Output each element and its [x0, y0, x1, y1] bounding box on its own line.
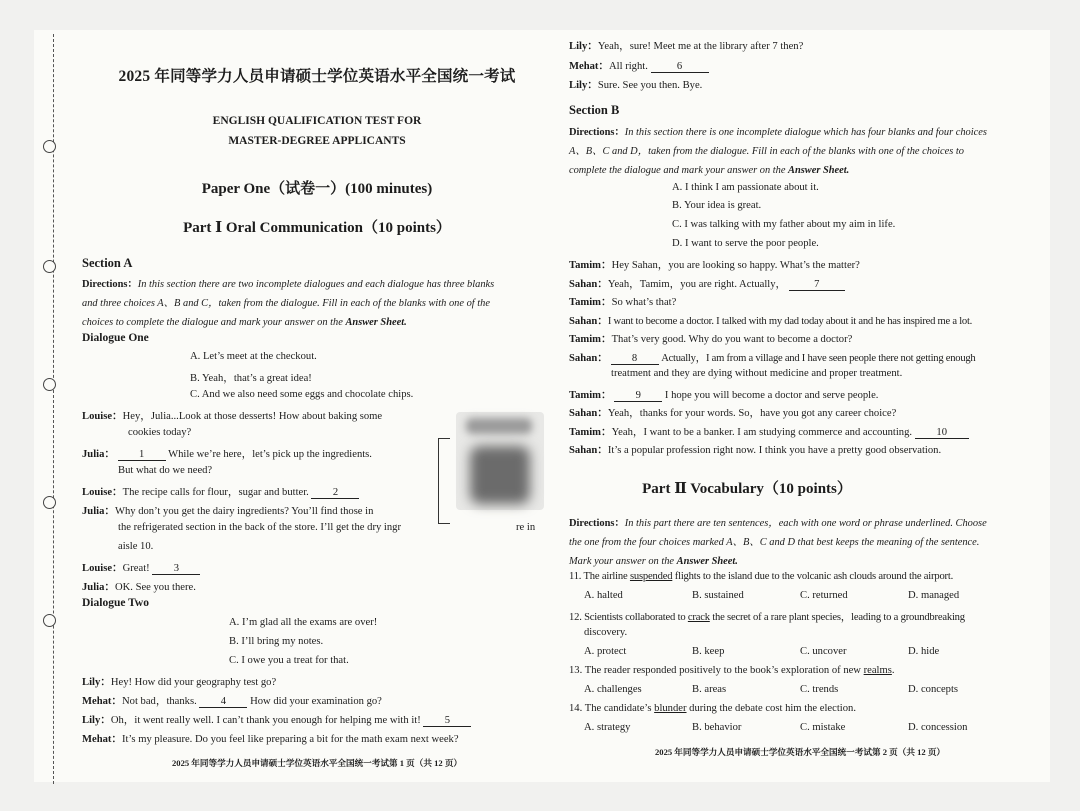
dialogue-line	[569, 294, 676, 309]
question-number: 12.	[569, 612, 582, 623]
binding-hole-icon	[43, 140, 56, 153]
question-11	[569, 571, 953, 582]
option-a[interactable]: A. challenges	[584, 684, 642, 695]
dialogue-text: It’s my pleasure. Do you feel like preparing a bit for the math exam next week?	[122, 734, 459, 745]
option-b[interactable]: B. sustained	[692, 590, 744, 601]
directions-label: Directions：	[569, 518, 625, 529]
page-footer-left: 2025 年同等学力人员申请硕士学位英语水平全国统一考试第 1 页（共 12 页）	[171, 758, 463, 768]
question-text: Scientists collaborated to	[584, 612, 688, 623]
dialogue-text: How did your examination go?	[250, 696, 382, 707]
dialogue-line: But what do we need?	[118, 465, 213, 476]
directions-line: In this section there are two incomplete dialogues and each dialogue has three blanks	[137, 279, 495, 290]
answer-blank[interactable]: 3	[152, 563, 200, 575]
question-text: the secret of a rare plant species，leading to a groundbreaking	[709, 612, 965, 623]
directions-label: Directions：	[82, 279, 138, 290]
choice-item: D. I want to serve the poor people.	[672, 238, 819, 249]
choice-item: B. Your idea is great.	[672, 200, 762, 211]
section-a-heading: Section A	[82, 256, 133, 270]
answer-blank[interactable]: 8	[611, 353, 659, 365]
binding-hole-icon	[43, 496, 56, 509]
dialogue-text: Sure. See you then. Bye.	[597, 80, 703, 91]
question-text: flights to the island due to the volcanic ash clouds around the airport.	[672, 571, 954, 582]
option-d[interactable]: D. managed	[908, 590, 960, 601]
dialogue-text: So what’s that?	[611, 297, 677, 308]
answer-sheet-ref: Answer Sheet.	[345, 317, 407, 328]
dialogue-line	[82, 408, 382, 423]
dialogue-line	[569, 350, 975, 365]
dialogue-text: Yeah，sure! Meet me at the library after 7 then?	[597, 41, 804, 52]
option-a[interactable]: A. strategy	[584, 722, 631, 733]
choice-item: B. I’ll bring my notes.	[229, 636, 324, 647]
part-2-directions	[569, 514, 1035, 571]
directions-line: A、B、C and D，taken from the dialogue. Fill in each of the blanks with one of the choices to	[569, 146, 964, 157]
dialogue-line	[82, 712, 471, 727]
underlined-word: blunder	[654, 703, 687, 714]
dialogue-line	[569, 276, 845, 291]
dialogue-line	[569, 387, 878, 402]
choice-item: C. I owe you a treat for that.	[229, 655, 349, 666]
exam-title-chinese: 2025 年同等学力人员申请硕士学位英语水平全国统一考试	[118, 68, 516, 85]
question-number: 14.	[569, 703, 583, 714]
answer-blank[interactable]: 7	[789, 279, 845, 291]
dialogue-line	[82, 579, 196, 594]
exam-title-english-2: MASTER-DEGREE APPLICANTS	[228, 135, 406, 147]
dialogue-line	[82, 560, 200, 575]
section-a-directions	[82, 275, 552, 332]
answer-sheet-ref: Answer Sheet.	[676, 556, 738, 567]
dialogue-line: treatment and they are dying without medicine and proper treatment.	[611, 368, 903, 379]
exam-title-english-1: ENGLISH QUALIFICATION TEST FOR	[212, 115, 422, 127]
dialogue-line: cookies today?	[128, 427, 192, 438]
dialogue-text: Not bad，thanks.	[122, 696, 197, 707]
paper-one-heading: Paper One（试卷一）(100 minutes)	[201, 181, 433, 197]
directions-line: In this part there are ten sentences，each with one word or phrase underlined. Choose	[624, 518, 987, 529]
directions-line: the one from the four choices marked A、B、C and D that best keeps the meaning of the sentence.	[569, 537, 980, 548]
speaker-label: Mehat：	[82, 696, 123, 707]
question-text: The reader responded positively to the book’s exploration of new	[584, 665, 864, 676]
question-continuation: discovery.	[584, 627, 628, 638]
dialogue-line	[569, 442, 941, 457]
speaker-label: Tamim：	[569, 297, 612, 308]
answer-sheet-ref: Answer Sheet.	[788, 165, 850, 176]
question-12	[569, 609, 965, 624]
binding-hole-icon	[43, 260, 56, 273]
directions-line: and three choices A、B and C，taken from the dialogue. Fill in each of the blanks with one of the	[82, 298, 490, 309]
answer-blank[interactable]: 9	[614, 390, 662, 402]
directions-line: Mark your answer on the	[569, 556, 675, 567]
dialogue-text: Hey! How did your geography test go?	[110, 677, 277, 688]
dialogue-line	[569, 331, 852, 346]
dialogue-line	[82, 503, 373, 518]
dialogue-line: the refrigerated section in the back of the store. I’ll get the dry ingr	[118, 522, 401, 533]
dialogue-line	[82, 446, 372, 461]
question-number: 11.	[569, 571, 582, 582]
option-b[interactable]: B. keep	[692, 646, 725, 657]
dialogue-text-cutoff: re in	[516, 522, 536, 533]
dialogue-text: OK. See you there.	[114, 582, 196, 593]
option-d[interactable]: D. concepts	[908, 684, 959, 695]
option-c[interactable]: C. returned	[800, 590, 848, 601]
dialogue-line	[82, 731, 459, 746]
speaker-label: Lily：	[82, 677, 111, 688]
question-text: The candidate’s	[584, 703, 655, 714]
dialogue-line	[82, 484, 359, 499]
binding-hole-icon	[43, 614, 56, 627]
dialogue-text: Hey Sahan，you are looking so happy. What’s the matter?	[611, 260, 860, 271]
question-14	[569, 703, 856, 714]
option-d[interactable]: D. concession	[908, 722, 968, 733]
option-b[interactable]: B. areas	[692, 684, 727, 695]
question-13	[569, 665, 895, 676]
question-text: during the debate cost him the election.	[686, 703, 856, 714]
speaker-label: Julia：	[82, 506, 115, 517]
answer-blank[interactable]: 6	[651, 61, 709, 73]
question-text: The airline	[583, 571, 630, 582]
blurred-qr-code	[456, 412, 544, 510]
binding-hole-icon	[43, 378, 56, 391]
speaker-label: Tamim：	[569, 427, 612, 438]
option-d[interactable]: D. hide	[908, 646, 940, 657]
speaker-label: Sahan：	[569, 316, 608, 327]
dialogue-line	[569, 77, 702, 92]
dialogue-line	[569, 424, 969, 439]
speaker-label: Julia：	[82, 449, 115, 460]
dialogue-text: Oh，it went really well. I can’t thank you enough for helping me with it!	[110, 715, 421, 726]
directions-label: Directions：	[569, 127, 625, 138]
answer-blank[interactable]: 1	[118, 449, 166, 461]
option-c[interactable]: C. uncover	[800, 646, 847, 657]
speaker-label: Sahan：	[569, 408, 608, 419]
choice-item: A. I’m glad all the exams are over!	[229, 617, 378, 628]
section-b-heading: Section B	[569, 103, 620, 117]
dialogue-line	[569, 257, 860, 272]
dialogue-text: Great!	[122, 563, 150, 574]
answer-blank[interactable]: 4	[199, 696, 247, 708]
question-text: .	[891, 665, 895, 676]
speaker-label: Louise：	[82, 487, 123, 498]
speaker-label: Tamim：	[569, 390, 612, 401]
option-a[interactable]: A. protect	[584, 646, 627, 657]
dialogue-line	[569, 405, 896, 420]
section-b-directions	[569, 123, 1035, 180]
speaker-label: Sahan：	[569, 445, 608, 456]
underlined-word: crack	[687, 612, 710, 623]
choice-item: A. I think I am passionate about it.	[672, 182, 819, 193]
choice-item: A. Let’s meet at the checkout.	[190, 351, 317, 362]
dialogue-text: Yeah，Tamim，you are right. Actually，	[607, 279, 787, 290]
dialogue-text: Yeah，thanks for your words. So，have you got any career choice?	[607, 408, 897, 419]
directions-line: complete the dialogue and mark your answer on the	[569, 165, 786, 176]
bracket-mark	[438, 438, 450, 524]
dialogue-line	[82, 693, 382, 708]
dialogue-text: Why don’t you get the dairy ingredients? You’ll find those in	[114, 506, 374, 517]
option-c[interactable]: C. trends	[800, 684, 839, 695]
speaker-label: Sahan：	[569, 353, 608, 364]
dialogue-text: While we’re here，let’s pick up the ingredients.	[168, 449, 372, 460]
part-1-heading: Part Ⅰ Oral Communication（10 points）	[183, 220, 451, 236]
answer-blank[interactable]: 10	[915, 427, 969, 439]
choice-item: C. And we also need some eggs and chocolate chips.	[190, 389, 414, 400]
option-c[interactable]: C. mistake	[800, 722, 846, 733]
dialogue-text: Actually，I am from a village and I have seen people there not getting enough	[661, 353, 976, 364]
underlined-word: suspended	[629, 571, 673, 582]
part-2-heading: Part Ⅱ Vocabulary（10 points）	[642, 481, 852, 497]
dialogue-text: I hope you will become a doctor and serve people.	[664, 390, 879, 401]
speaker-label: Julia：	[82, 582, 115, 593]
option-b[interactable]: B. behavior	[692, 722, 742, 733]
speaker-label: Mehat：	[82, 734, 123, 745]
dialogue-line	[82, 674, 276, 689]
binding-margin	[40, 34, 60, 784]
answer-blank[interactable]: 2	[311, 487, 359, 499]
directions-line: In this section there is one incomplete dialogue which has four blanks and four choices	[624, 127, 987, 138]
dialogue-text: The recipe calls for flour，sugar and butter.	[122, 487, 309, 498]
dialogue-text: That’s very good. Why do you want to become a doctor?	[611, 334, 853, 345]
dialogue-line	[569, 313, 972, 328]
page-footer-right: 2025 年同等学力人员申请硕士学位英语水平全国统一考试第 2 页（共 12 页）	[654, 747, 946, 757]
dialogue-one-heading: Dialogue One	[82, 332, 149, 344]
dialogue-text: It’s a popular profession right now. I think you have a pretty good observation.	[607, 445, 942, 456]
directions-line: choices to complete the dialogue and mark your answer on the	[82, 317, 343, 328]
speaker-label: Tamim：	[569, 260, 612, 271]
speaker-label: Lily：	[569, 41, 598, 52]
dialogue-text: Yeah，I want to be a banker. I am studying commerce and accounting.	[611, 427, 913, 438]
dialogue-text: All right.	[609, 61, 648, 72]
dialogue-two-heading: Dialogue Two	[82, 597, 149, 609]
speaker-label: Lily：	[82, 715, 111, 726]
dialogue-line	[569, 58, 709, 73]
underlined-word: realms	[863, 665, 892, 676]
dialogue-line: aisle 10.	[118, 541, 154, 552]
speaker-label: Tamim：	[569, 334, 612, 345]
speaker-label: Mehat：	[569, 61, 610, 72]
speaker-label: Lily：	[569, 80, 598, 91]
answer-blank[interactable]: 5	[423, 715, 471, 727]
option-a[interactable]: A. halted	[584, 590, 623, 601]
speaker-label: Louise：	[82, 411, 123, 422]
dialogue-text: Hey，Julia...Look at those desserts! How about baking some	[122, 411, 383, 422]
choice-item: B. Yeah，that’s a great idea!	[190, 373, 312, 384]
choice-item: C. I was talking with my father about my aim in life.	[672, 219, 896, 230]
speaker-label: Louise：	[82, 563, 123, 574]
speaker-label: Sahan：	[569, 279, 608, 290]
dialogue-text: I want to become a doctor. I talked with my dad today about it and he has inspired me a lot.	[607, 316, 973, 327]
dialogue-line	[569, 38, 803, 53]
question-number: 13.	[569, 665, 583, 676]
